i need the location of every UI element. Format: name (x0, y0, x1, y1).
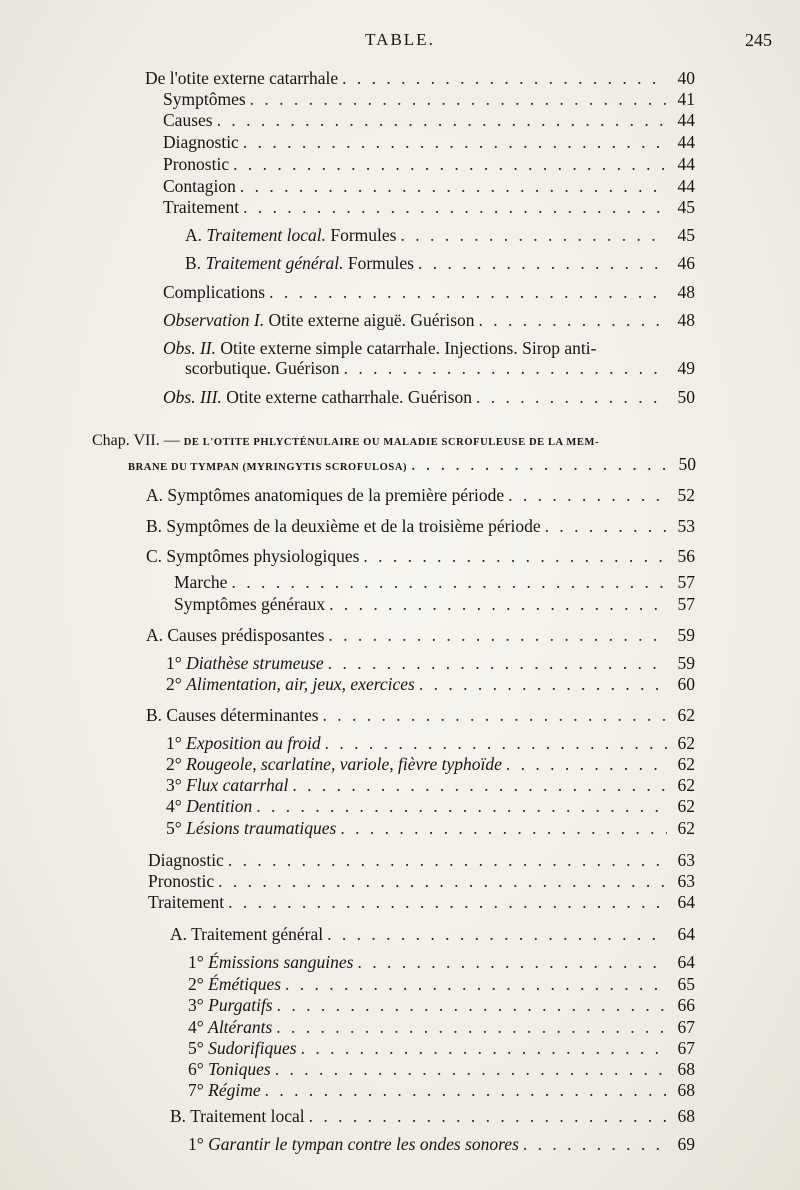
toc-entry-title: Contagion (163, 176, 236, 196)
toc-entry[interactable] (163, 197, 695, 217)
toc-entry-title (188, 995, 273, 1015)
toc-entry[interactable] (146, 516, 695, 536)
toc-page-number: 45 (677, 225, 695, 245)
toc-entry-italic: Rougeole, scarlatine, variole, fièvre typhoïde (186, 754, 502, 774)
toc-entry[interactable] (146, 705, 695, 725)
toc-leader-dots (243, 197, 667, 217)
toc-entry-title: scorbutique. Guérison (185, 358, 340, 378)
toc-entry-title: Pronostic (163, 154, 230, 174)
toc-page-number: 59 (677, 653, 695, 673)
toc-leader-dots (357, 952, 667, 972)
toc-leader-dots (243, 132, 667, 152)
toc-leader-dots (250, 89, 667, 109)
toc-entry[interactable] (185, 358, 695, 378)
toc-entry-label: B. (185, 253, 206, 273)
toc-page-number: 57 (677, 572, 695, 592)
toc-entry-title (166, 796, 252, 816)
toc-entry[interactable] (163, 132, 695, 152)
toc-entry[interactable] (166, 796, 695, 816)
toc-entry-title (166, 754, 502, 774)
toc-page-number: 44 (677, 176, 695, 196)
toc-leader-dots (327, 924, 667, 944)
toc-entry-rest: Otite externe catharrhale. Guérison (221, 387, 473, 407)
toc-entry[interactable] (146, 485, 695, 505)
toc-entry-title (166, 733, 321, 753)
toc-leader-dots (329, 594, 667, 614)
toc-entry-title: A. Symptômes anatomiques de la première période (146, 485, 505, 505)
toc-leader-dots (545, 516, 667, 536)
toc-page-number: 41 (677, 89, 695, 109)
toc-entry-italic: Obs. II. (163, 338, 216, 358)
toc-leader-dots (218, 871, 667, 891)
toc-entry-title: A. Traitement général (170, 924, 324, 944)
toc-entry[interactable] (188, 1080, 695, 1100)
toc-leader-dots (363, 546, 667, 566)
toc-page-number: 40 (677, 68, 695, 88)
toc-entry[interactable] (185, 225, 695, 245)
toc-page-number: 67 (677, 1017, 695, 1037)
toc-entry-label: 1° (188, 952, 209, 972)
toc-entry-italic: Traitement local. (206, 225, 326, 245)
toc-leader-dots (309, 1106, 667, 1126)
toc-entry-title (188, 1080, 261, 1100)
toc-leader-dots (275, 1059, 667, 1079)
toc-entry-label: 2° (166, 674, 187, 694)
toc-entry-title: Pronostic (148, 871, 215, 891)
toc-entry[interactable] (170, 924, 695, 944)
toc-leader-dots (265, 1080, 667, 1100)
toc-page-number: 62 (677, 733, 695, 753)
toc-entry-italic: Lésions traumatiques (186, 818, 337, 838)
toc-entry-title (163, 310, 475, 330)
toc-entry-first-line[interactable] (163, 338, 596, 358)
toc-page-number: 69 (677, 1134, 695, 1154)
toc-entry[interactable] (188, 1017, 695, 1037)
toc-leader-dots (231, 572, 667, 592)
toc-leader-dots (506, 754, 667, 774)
toc-page-number: 45 (677, 197, 695, 217)
toc-entry-title: Traitement (148, 892, 225, 912)
toc-page-number: 68 (677, 1106, 695, 1126)
toc-leader-dots (344, 358, 667, 378)
toc-entry[interactable] (163, 89, 695, 109)
toc-page-number: 57 (677, 594, 695, 614)
toc-page-number: 56 (677, 546, 695, 566)
toc-entry-italic: Alimentation, air, jeux, exercices (186, 674, 415, 694)
toc-entry[interactable] (188, 995, 695, 1015)
toc-entry-title (185, 225, 396, 245)
running-head-title: TABLE. (365, 30, 435, 49)
toc-entry[interactable] (163, 110, 695, 130)
toc-entry[interactable] (163, 387, 695, 407)
toc-page-number: 68 (677, 1059, 695, 1079)
toc-entry[interactable] (188, 974, 695, 994)
toc-entry-italic: Régime (208, 1080, 261, 1100)
toc-entry-rest: Formules (343, 253, 414, 273)
toc-page-number: 62 (677, 705, 695, 725)
page-number: 245 (745, 30, 772, 50)
toc-entry[interactable] (166, 653, 695, 673)
chapter-title-line1: DE L'OTITE PHLYCTÉNULAIRE OU MALADIE SCROFULEUSE DE LA MEM- (183, 437, 600, 448)
toc-entry-label: 5° (166, 818, 187, 838)
toc-entry-title: B. Symptômes de la deuxième et de la troisième période (146, 516, 541, 536)
toc-page-number: 48 (677, 282, 695, 302)
toc-entry-italic: Obs. III. (163, 387, 222, 407)
toc-entry-title: Marche (174, 572, 228, 592)
toc-page-number: 62 (677, 818, 695, 838)
toc-entry-title (188, 1134, 519, 1154)
toc-entry-label: 2° (166, 754, 187, 774)
toc-leader-dots (285, 974, 667, 994)
toc-entry-label: 1° (166, 653, 187, 673)
toc-entry-title (166, 674, 415, 694)
toc-entry-title: Diagnostic (163, 132, 239, 152)
toc-entry[interactable] (188, 952, 695, 972)
toc-entry-title (166, 653, 324, 673)
toc-entry-label: 7° (188, 1080, 209, 1100)
toc-leader-dots (418, 253, 667, 273)
toc-entry-rest: Formules (325, 225, 397, 245)
toc-entry-label: 2° (188, 974, 209, 994)
toc-entry-italic: Émétiques (208, 974, 282, 994)
toc-page-number: 44 (677, 132, 695, 152)
toc-page-number: 67 (677, 1038, 695, 1058)
toc-entry[interactable] (163, 310, 695, 330)
chapter-heading[interactable] (92, 428, 696, 478)
toc-page-number: 62 (677, 754, 695, 774)
toc-entry-italic: Dentition (186, 796, 253, 816)
toc-entry[interactable] (188, 1038, 695, 1058)
toc-entry-title (188, 952, 353, 972)
toc-leader-dots (228, 850, 667, 870)
toc-leader-dots (233, 154, 667, 174)
toc-page-number: 63 (677, 871, 695, 891)
toc-leader-dots (419, 674, 667, 694)
toc-page-number: 53 (677, 516, 695, 536)
toc-leader-dots (228, 892, 667, 912)
toc-entry[interactable] (170, 1106, 695, 1126)
toc-entry-label: 1° (188, 1134, 209, 1154)
toc-leader-dots (256, 796, 667, 816)
toc-entry-label: 4° (166, 796, 187, 816)
toc-entry-title: A. Causes prédisposantes (146, 625, 325, 645)
toc-page-number: 62 (677, 775, 695, 795)
toc-entry[interactable] (174, 572, 695, 592)
toc-entry-rest: Otite externe simple catarrhale. Injections. Sirop anti- (215, 338, 597, 358)
toc-entry-title: Diagnostic (148, 850, 224, 870)
toc-leader-dots (479, 310, 667, 330)
toc-entry[interactable] (166, 674, 695, 694)
toc-page-number: 59 (677, 625, 695, 645)
toc-entry-title (188, 974, 281, 994)
toc-entry-label: 3° (188, 995, 209, 1015)
toc-page-number: 64 (677, 952, 695, 972)
toc-entry-italic: Flux catarrhal (186, 775, 289, 795)
toc-page-number: 46 (677, 253, 695, 273)
toc-entry-italic: Purgatifs (208, 995, 273, 1015)
toc-page-number: 50 (678, 454, 696, 474)
toc-leader-dots (292, 775, 667, 795)
toc-entry-title (188, 1059, 271, 1079)
toc-leader-dots (400, 225, 667, 245)
toc-entry-italic: Sudorifiques (208, 1038, 297, 1058)
chapter-prefix: Chap. VII. — (92, 432, 184, 449)
toc-leader-dots (328, 653, 667, 673)
toc-leader-dots (269, 282, 667, 302)
toc-leader-dots (277, 995, 667, 1015)
toc-entry-title: Traitement (163, 197, 240, 217)
toc-leader-dots (476, 387, 667, 407)
toc-entry[interactable] (174, 594, 695, 614)
toc-leader-dots (323, 705, 667, 725)
toc-entry[interactable] (166, 733, 695, 753)
toc-entry-title (166, 818, 336, 838)
toc-leader-dots (301, 1038, 667, 1058)
toc-entry-title: C. Symptômes physiologiques (146, 546, 360, 566)
toc-entry-title: Symptômes (163, 89, 246, 109)
toc-entry-rest: Otite externe aiguë. Guérison (264, 310, 475, 330)
toc-entry-title (188, 1017, 272, 1037)
chapter-title-line2: BRANE DU TYMPAN (MYRINGYTIS SCROFULOSA) (128, 462, 408, 473)
toc-entry-italic: Toniques (208, 1059, 271, 1079)
toc-entry[interactable] (146, 546, 695, 566)
toc-page-number: 52 (677, 485, 695, 505)
toc-entry-title: Symptômes généraux (174, 594, 326, 614)
toc-entry-title: Complications (163, 282, 266, 302)
toc-page-number: 44 (677, 154, 695, 174)
toc-entry-italic: Altérants (208, 1017, 273, 1037)
toc-entry-title: B. Traitement local (170, 1106, 305, 1126)
toc-entry-label: A. (185, 225, 207, 245)
toc-entry-italic: Émissions sanguines (208, 952, 354, 972)
toc-leader-dots (340, 818, 667, 838)
toc-entry[interactable] (166, 818, 695, 838)
toc-entry-title (166, 775, 288, 795)
toc-entry-title: B. Causes déterminantes (146, 705, 319, 725)
toc-leader-dots (325, 733, 667, 753)
toc-entry[interactable] (145, 68, 695, 88)
toc-entry[interactable] (188, 1059, 695, 1079)
toc-entry-title: Causes (163, 110, 213, 130)
toc-entry[interactable] (188, 1134, 695, 1154)
toc-entry[interactable] (166, 754, 695, 774)
toc-entry-italic: Traitement général. (205, 253, 344, 273)
toc-page-number: 68 (677, 1080, 695, 1100)
toc-entry-title (163, 387, 472, 407)
toc-leader-dots (217, 110, 667, 130)
toc-page-number: 49 (677, 358, 695, 378)
toc-leader-dots (276, 1017, 667, 1037)
toc-entry-title: De l'otite externe catarrhale (145, 68, 339, 88)
toc-entry[interactable] (185, 253, 695, 273)
toc-entry[interactable] (163, 176, 695, 196)
toc-entry-title (188, 1038, 297, 1058)
toc-entry-italic: Exposition au froid (186, 733, 321, 753)
toc-entry[interactable] (146, 625, 695, 645)
toc-page-number: 64 (677, 892, 695, 912)
toc-entry[interactable] (163, 154, 695, 174)
toc-entry[interactable] (148, 871, 695, 891)
toc-entry-italic: Garantir le tympan contre les ondes sonores (208, 1134, 519, 1154)
toc-entry[interactable] (163, 282, 695, 302)
toc-leader-dots (523, 1134, 667, 1154)
toc-entry[interactable] (166, 775, 695, 795)
toc-entry-italic: Diathèse strumeuse (186, 653, 324, 673)
toc-leader-dots (328, 625, 667, 645)
toc-entry-italic: Observation I. (163, 310, 265, 330)
toc-entry-title (185, 253, 414, 273)
toc-leader-dots (411, 454, 668, 474)
toc-entry-label: 3° (166, 775, 187, 795)
toc-page-number: 64 (677, 924, 695, 944)
toc-leader-dots (508, 485, 667, 505)
toc-entry-label: 1° (166, 733, 187, 753)
toc-page-number: 66 (677, 995, 695, 1015)
toc-entry[interactable] (148, 850, 695, 870)
toc-page-number: 44 (677, 110, 695, 130)
toc-page-number: 60 (677, 674, 695, 694)
toc-page-number: 48 (677, 310, 695, 330)
toc-entry-label: 4° (188, 1017, 209, 1037)
toc-leader-dots (342, 68, 667, 88)
toc-page-number: 50 (677, 387, 695, 407)
toc-entry-label: 5° (188, 1038, 209, 1058)
toc-leader-dots (240, 176, 667, 196)
toc-entry-label: 6° (188, 1059, 209, 1079)
toc-entry[interactable] (148, 892, 695, 912)
toc-page-number: 62 (677, 796, 695, 816)
toc-page-number: 63 (677, 850, 695, 870)
toc-page-number: 65 (677, 974, 695, 994)
